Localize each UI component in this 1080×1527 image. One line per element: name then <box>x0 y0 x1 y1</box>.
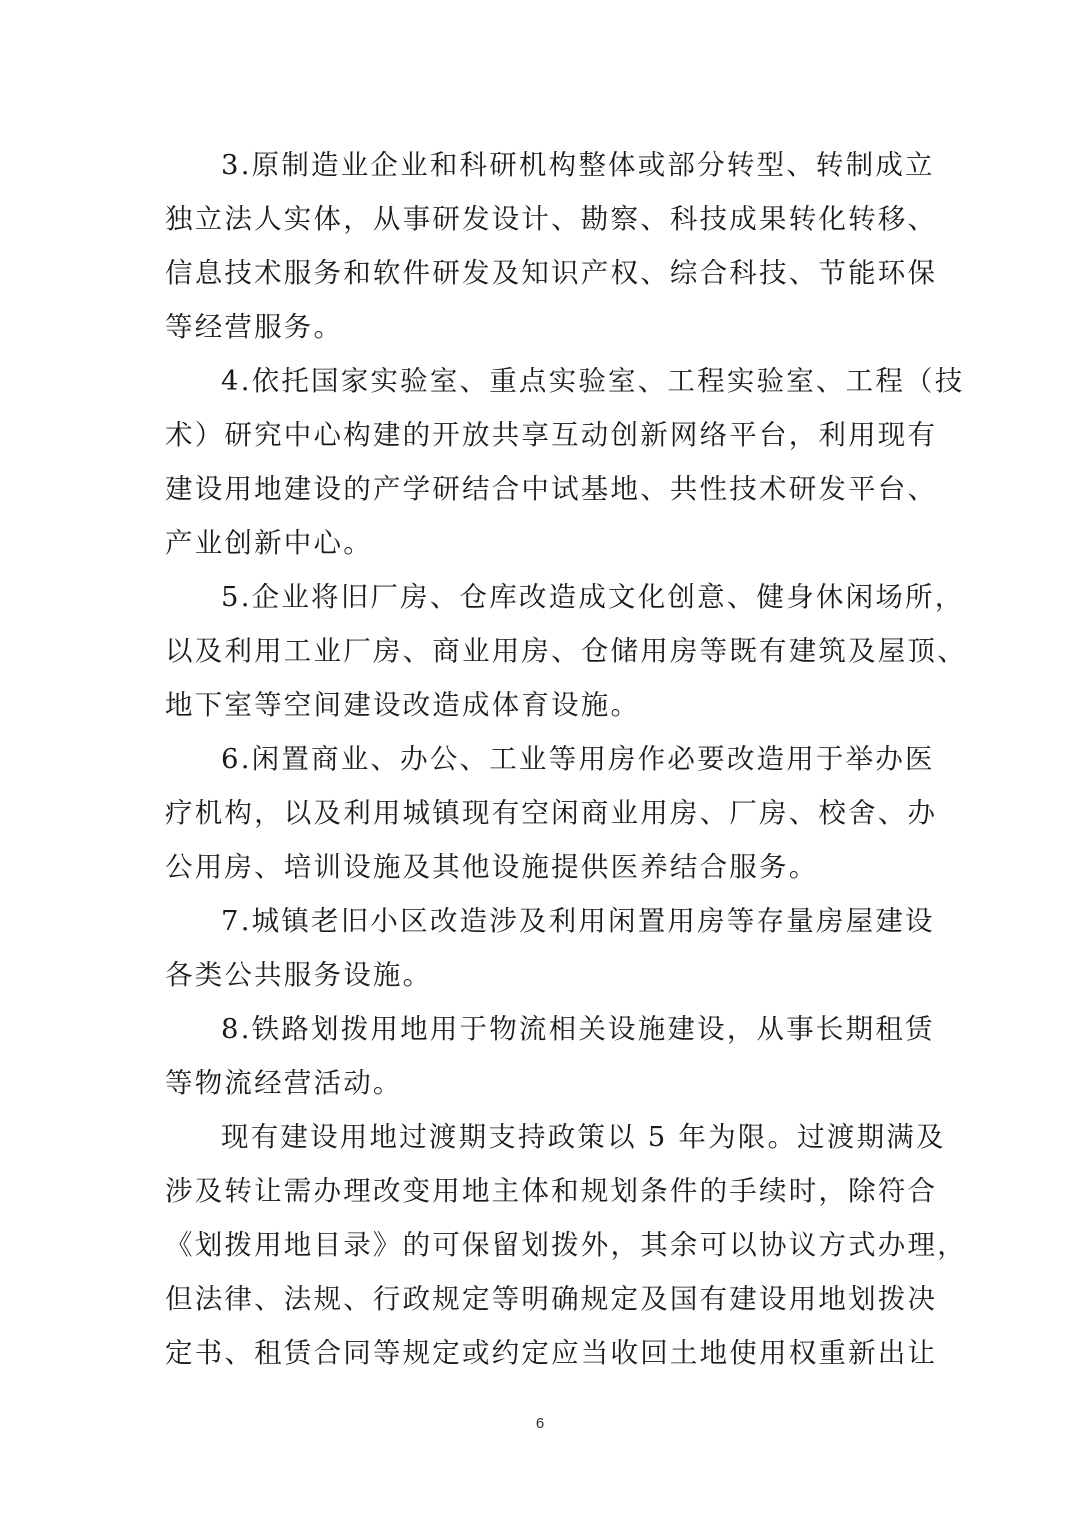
document-body <box>165 138 967 1380</box>
paragraph-item-3 <box>165 138 938 354</box>
text-line: 5.企业将旧厂房、仓库改造成文化创意、健身休闲场所， <box>221 581 965 613</box>
paragraph-transition-policy <box>165 1110 967 1380</box>
text-line: 疗机构，以及利用城镇现有空闲商业用房、厂房、校舍、办 <box>165 797 938 829</box>
text-line: 公用房、培训设施及其他设施提供医养结合服务。 <box>165 851 819 883</box>
text-line: 独立法人实体，从事研发设计、勘察、科技成果转化转移、 <box>165 203 938 235</box>
text-line: 6.闲置商业、办公、工业等用房作必要改造用于举办医 <box>221 743 935 775</box>
text-line: 现有建设用地过渡期支持政策以 5 年为限。过渡期满及 <box>221 1121 946 1153</box>
text-line: 3.原制造业企业和科研机构整体或部分转型、转制成立 <box>221 149 935 181</box>
paragraph-item-5 <box>165 570 967 732</box>
text-line: 以及利用工业厂房、商业用房、仓储用房等既有建筑及屋顶、 <box>165 635 967 667</box>
text-line: 信息技术服务和软件研发及知识产权、综合科技、节能环保 <box>165 257 938 289</box>
page-number: 6 <box>535 1415 545 1432</box>
text-line: 《划拨用地目录》的可保留划拨外，其余可以协议方式办理， <box>165 1229 967 1261</box>
text-line: 术）研究中心构建的开放共享互动创新网络平台，利用现有 <box>165 419 938 451</box>
paragraph-item-4 <box>165 354 965 570</box>
text-line: 定书、租赁合同等规定或约定应当收回土地使用权重新出让 <box>165 1337 938 1369</box>
text-line: 但法律、法规、行政规定等明确规定及国有建设用地划拨决 <box>165 1283 938 1315</box>
paragraph-item-6 <box>165 732 938 894</box>
paragraph-item-7 <box>165 894 935 1002</box>
text-line: 产业创新中心。 <box>165 527 373 559</box>
text-line: 地下室等空间建设改造成体育设施。 <box>165 689 641 721</box>
text-line: 各类公共服务设施。 <box>165 959 433 991</box>
text-line: 7.城镇老旧小区改造涉及利用闲置用房等存量房屋建设 <box>221 905 935 937</box>
text-line: 建设用地建设的产学研结合中试基地、共性技术研发平台、 <box>165 473 938 505</box>
text-line: 8.铁路划拨用地用于物流相关设施建设，从事长期租赁 <box>221 1013 935 1045</box>
text-line: 等物流经营活动。 <box>165 1067 403 1099</box>
text-line: 涉及转让需办理改变用地主体和规划条件的手续时，除符合 <box>165 1175 938 1207</box>
text-line: 等经营服务。 <box>165 311 344 343</box>
text-line: 4.依托国家实验室、重点实验室、工程实验室、工程（技 <box>221 365 965 397</box>
paragraph-item-8 <box>165 1002 935 1110</box>
